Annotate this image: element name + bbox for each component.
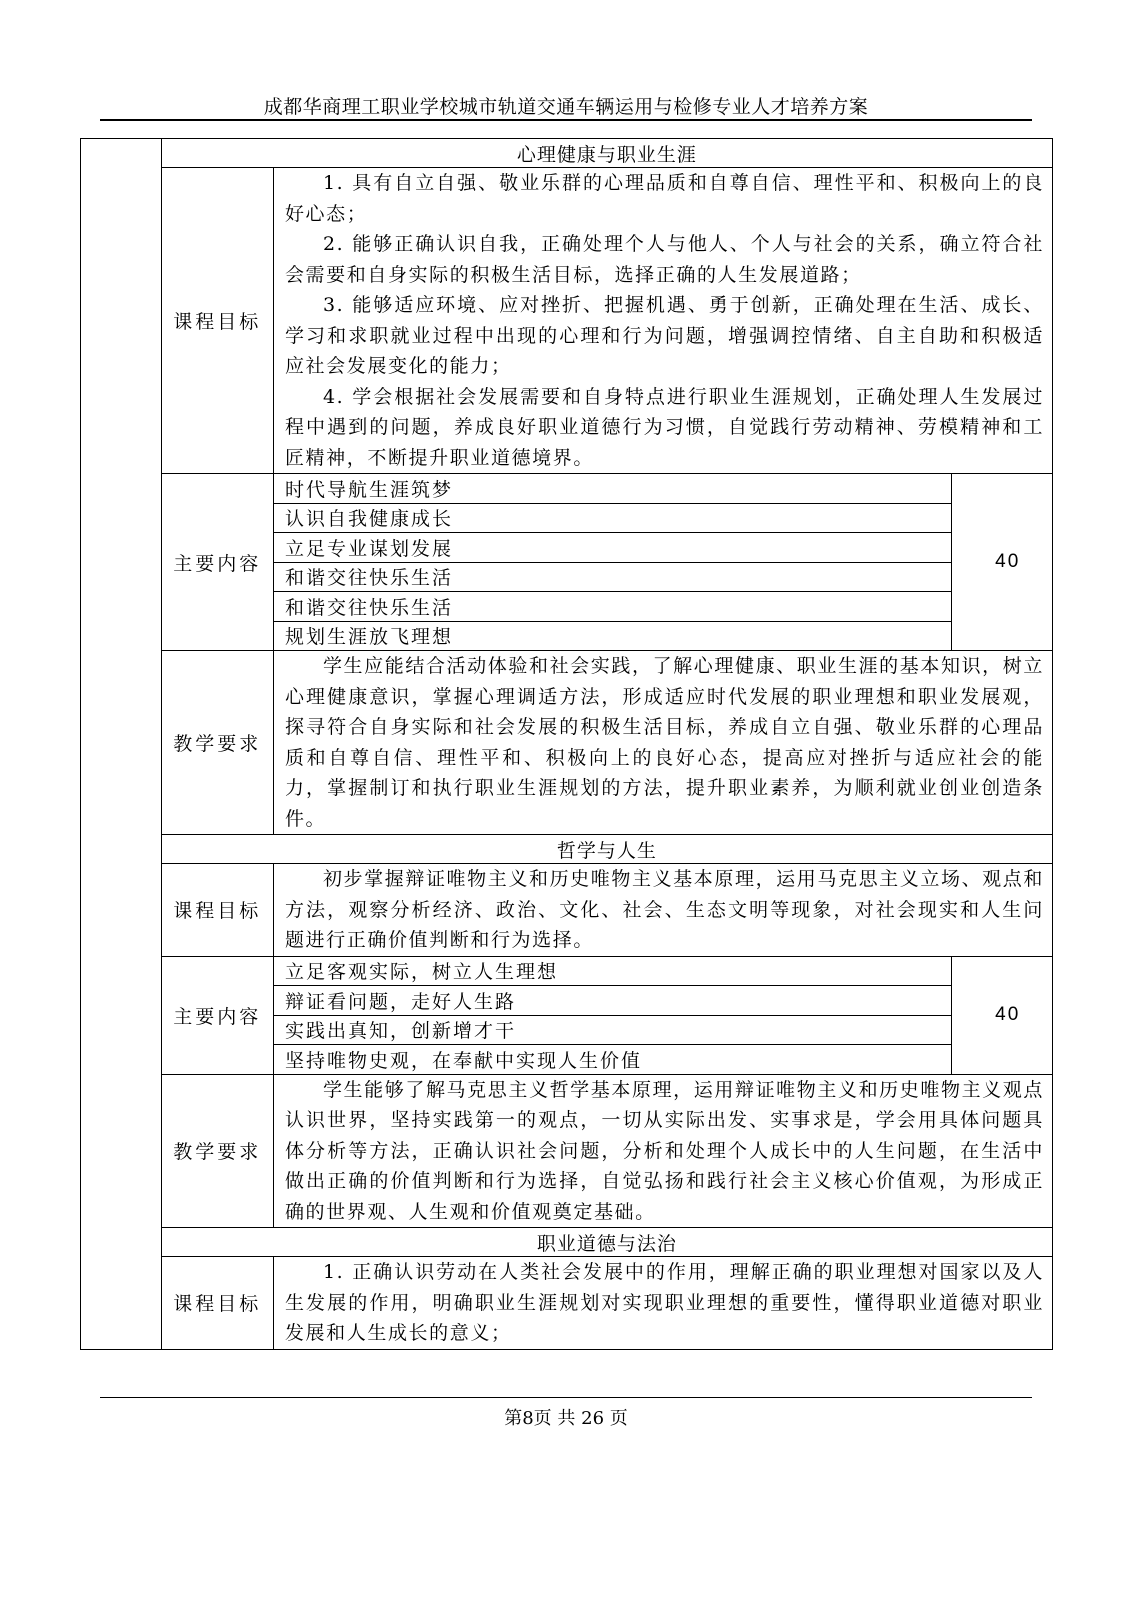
content-item: 和谐交往快乐生活: [274, 562, 952, 592]
requirements-paragraph: 学生能够了解马克思主义哲学基本原理，运用辩证唯物主义和历史唯物主义观点认识世界，坚持实践第一的观点，一切从实际出发、实事求是，学会用具体问题具体分析等方法，正确认识社会问题，分析和处理个人成长中的人生问题，在生活中做出正确的价值判断和行为选择，自觉弘扬和践行社会主义核心价值观，为形成正确的世界观、人生观和价值观奠定基础。: [284, 1078, 1044, 1223]
content-item: 辩证看问题，走好人生路: [274, 986, 952, 1016]
goal-item: 3. 能够适应环境、应对挫折、把握机遇、勇于创新，正确处理在生活、成长、学习和求职就业过程中出现的心理和行为问题，增强调控情绪、自主自助和积极适应社会发展变化的能力；: [284, 294, 1044, 377]
hours-value: 40: [995, 551, 1021, 572]
goals-text: [273, 864, 1052, 957]
content-item: 实践出真知，创新增才干: [274, 1015, 952, 1045]
goal-item: 初步掌握辩证唯物主义和历史唯物主义基本原理，运用马克思主义立场、观点和方法，观察分析经济、政治、文化、社会、生态文明等现象，对社会现实和人生问题进行正确价值判断和行为选择。: [284, 868, 1044, 951]
category-cell: [81, 139, 162, 1350]
hours-value: 40: [995, 1004, 1021, 1025]
requirements-label: 教学要求: [161, 651, 273, 835]
goals-label: 课程目标: [161, 168, 273, 474]
goals-text: [273, 168, 1052, 474]
header-divider: [100, 119, 1032, 121]
page-header-title: 成都华商理工职业学校城市轨道交通车辆运用与检修专业人才培养方案: [263, 96, 869, 118]
content-cell: [273, 474, 1052, 651]
course-title: 职业道德与法治: [161, 1228, 1052, 1257]
goal-item: 1. 具有自立自强、敬业乐群的心理品质和自尊自信、理性平和、积极向上的良好心态；: [284, 172, 1044, 225]
requirements-label: 教学要求: [161, 1074, 273, 1228]
content-label: 主要内容: [161, 956, 273, 1074]
content-item: 立足客观实际，树立人生理想: [274, 957, 952, 986]
content-cell: [273, 956, 1052, 1074]
footer-divider: [100, 1397, 1032, 1398]
requirements-text: [273, 651, 1052, 835]
course-title: 心理健康与职业生涯: [161, 139, 1052, 168]
course-title: 哲学与人生: [161, 835, 1052, 864]
requirements-text: [273, 1074, 1052, 1228]
content-item: 规划生涯放飞理想: [274, 621, 952, 650]
content-item: 认识自我健康成长: [274, 503, 952, 533]
goals-text: [273, 1257, 1052, 1350]
goals-label: 课程目标: [161, 864, 273, 957]
goal-item: 2. 能够正确认识自我，正确处理个人与他人、个人与社会的关系，确立符合社会需要和自身实际的积极生活目标，选择正确的人生发展道路；: [284, 233, 1044, 286]
goal-item: 1. 正确认识劳动在人类社会发展中的作用，理解正确的职业理想对国家以及人生发展的作用，明确职业生涯规划对实现职业理想的重要性，懂得职业道德对职业发展和人生成长的意义；: [284, 1261, 1044, 1344]
content-item: 立足专业谋划发展: [274, 533, 952, 563]
requirements-paragraph: 学生应能结合活动体验和社会实践，了解心理健康、职业生涯的基本知识，树立心理健康意识，掌握心理调适方法，形成适应时代发展的职业理想和职业发展观，探寻符合自身实际和社会发展的积极生活目标，养成自立自强、敬业乐群的心理品质和自尊自信、理性平和、积极向上的良好心态，提高应对挫折与适应社会的能力，掌握制订和执行职业生涯规划的方法，提升职业素养，为顺利就业创业创造条件。: [284, 655, 1044, 830]
goals-label: 课程目标: [161, 1257, 273, 1350]
content-item: 时代导航生涯筑梦: [274, 474, 952, 503]
content-label: 主要内容: [161, 474, 273, 651]
content-table: [274, 957, 1052, 1074]
goal-item: 4. 学会根据社会发展需要和自身特点进行职业生涯规划，正确处理人生发展过程中遇到的问题，养成良好职业道德行为习惯，自觉践行劳动精神、劳模精神和工匠精神，不断提升职业道德境界。: [284, 385, 1044, 469]
content-table: [274, 474, 1052, 650]
content-item: 和谐交往快乐生活: [274, 592, 952, 622]
page-number: 第8页 共 26 页: [504, 1408, 628, 1429]
curriculum-table: [80, 138, 1053, 1350]
content-item: 坚持唯物史观，在奉献中实现人生价值: [274, 1045, 952, 1074]
